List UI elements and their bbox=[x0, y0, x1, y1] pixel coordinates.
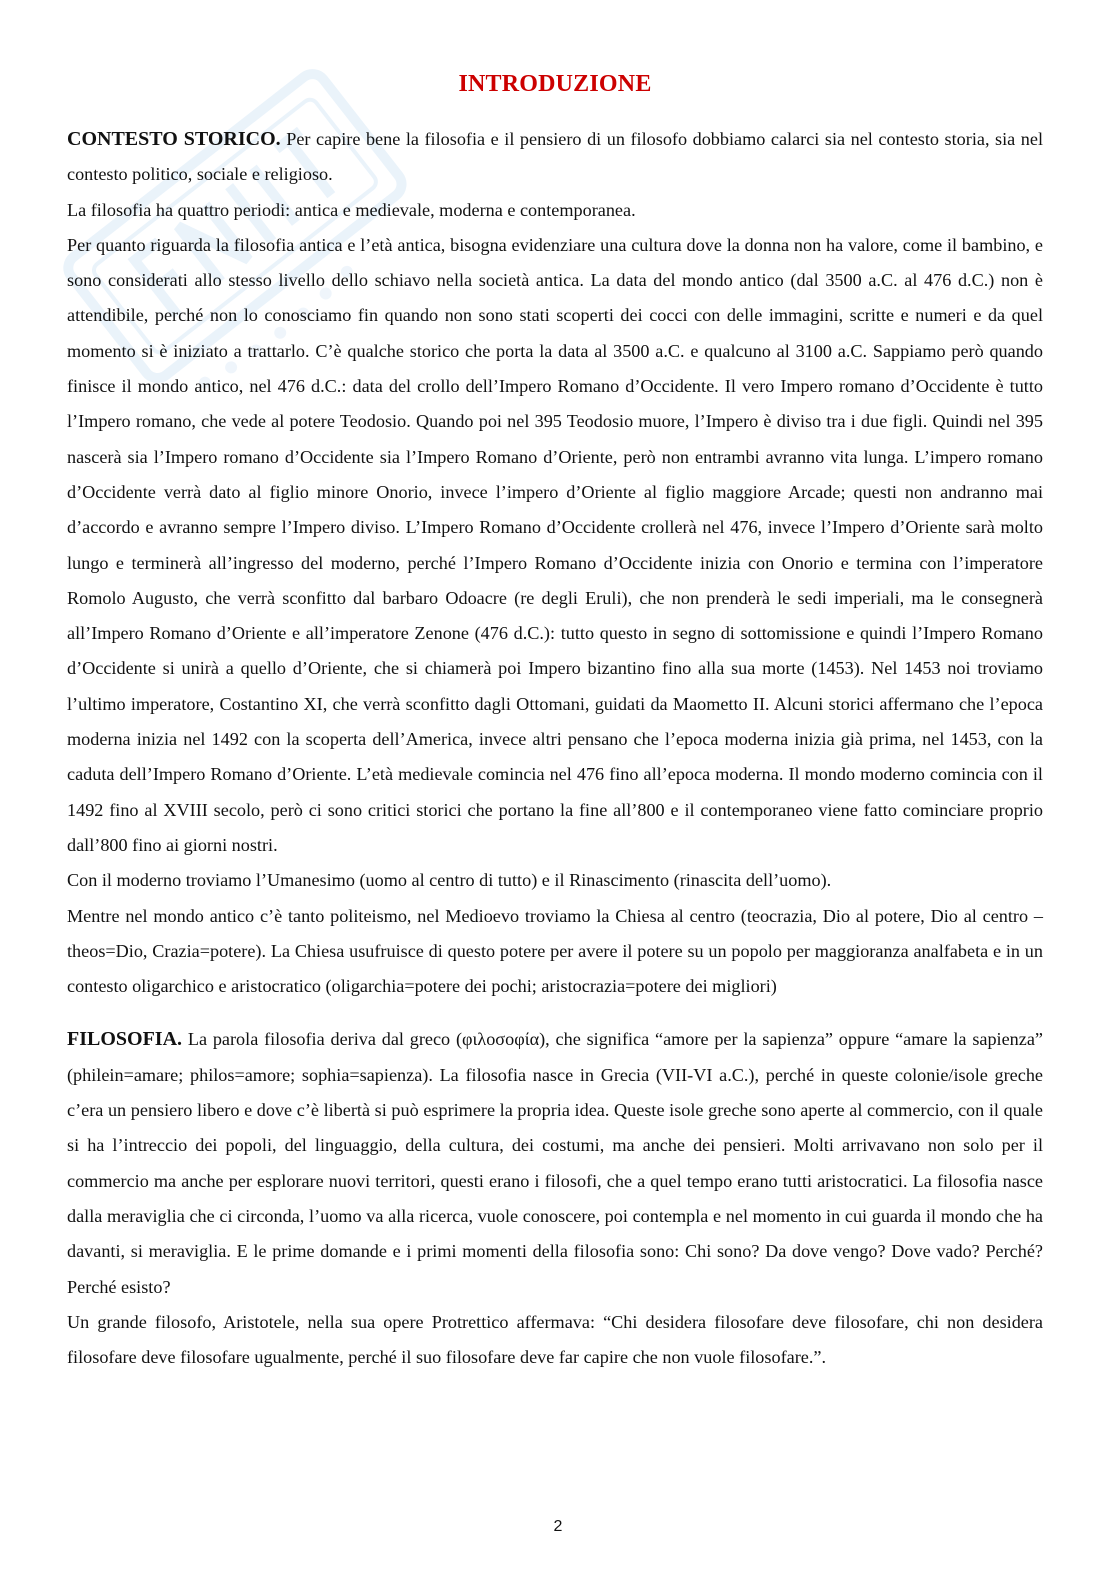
body-paragraph: La filosofia ha quattro periodi: antica e medievale, moderna e contemporanea. bbox=[67, 199, 636, 220]
body-paragraph: Per quanto riguarda la filosofia antica e l’età antica, bisogna evidenziare una cultura dove la donna non ha valore, come il bambino, e sono considerati allo stesso livello dello schiavo nella società antica. La data del mondo antico (dal 3500 a.C. al 476 d.C.) non è attendibile, perché non lo conosciamo fin quando non sono stati scoperti dei cocci con delle immagini, scritte e numeri e da quel momento si è iniziato a trattarlo. C’è qualche storico che porta la data al 3500 a.C. e qualcuno al 3100 a.C. Sappiamo però quando finisce il mondo antico, nel 476 d.C.: data del crollo dell’Impero Romano d’Occidente. Il vero Impero romano d’Occidente è tutto l’Impero romano, che vede al potere Teodosio. Quando poi nel 395 Teodosio muore, l’Impero è diviso tra i due figli. Quindi nel 395 nascerà sia l’Impero romano d’Occidente sia l’Impero Romano d’Oriente, però non entrambi avranno vita lunga. L’impero romano d’Occidente verrà dato al figlio minore Onorio, invece l’impero d’Oriente al figlio maggiore Arcade; questi non andranno mai d’accordo e avranno sempre l’Impero diviso. L’Impero Romano d’Occidente crollerà nel 476, invece l’Impero d’Oriente sarà molto lungo e terminerà all’ingresso del moderno, perché l’Impero Romano d’Occidente inizia con Onorio e termina con l’imperatore Romolo Augusto, che verrà sconfitto dal barbaro Odoacre (re degli Eruli), che non prenderà le sedi imperiali, ma le consegnerà all’Impero Romano d’Oriente e all’imperatore Zenone (476 d.C.): tutto questo in segno di sottomissione e quindi l’Impero Romano d’Occidente si unirà a quello d’Oriente, che si chiamerà poi Impero bizantino fino alla sua morte (1453). Nel 1453 noi troviamo l’ultimo imperatore, Costantino XI, che verrà sconfitto dagli Ottomani, guidati da Maometto II. Alcuni storici affermano che l’epoca moderna inizia nel 1492 con la scoperta dell’America, invece altri pensano che l’epoca moderna inizia già prima, nel 1453, con la caduta dell’Impero Romano d’Oriente. L’età medievale comincia nel 476 fino all’epoca moderna. Il mondo moderno comincia con il 1492 fino al XVIII secolo, però ci sono critici storici che portano la fine all’800 e il contemporaneo viene fatto cominciare proprio dall’800 fino ai giorni nostri. bbox=[67, 234, 1043, 855]
section-heading: FILOSOFIA. bbox=[67, 1028, 183, 1051]
section-heading: CONTESTO STORICO. bbox=[67, 128, 281, 150]
section-lead-text: Per capire bene la filosofia e il pensiero di un filosofo dobbiamo calarci sia nel contesto storia, sia nel contesto politico, sociale e religioso. bbox=[67, 129, 1043, 185]
document-page bbox=[67, 0, 1043, 1375]
section-lead-text: La parola filosofia deriva dal greco (φιλοσοφία), che significa “amore per la sapienza” oppure “amare la sapienza” (philein=amare; philos=amore; sophia=sapienza). La filosofia nasce in Grecia (VII-VI a.C.), perché in queste colonie/isole greche c’era un pensiero libero e dove c’è libertà si può esprimere la propria idea. Queste isole greche sono aperte al commercio, con il quale si ha l’intreccio dei popoli, del linguaggio, della cultura, dei costumi, ma anche dei pensieri. Molti arrivavano non solo per il commercio ma anche per esplorare nuovi territori, questi erano i filosofi, che a quel tempo erano tutti aristocratici. La filosofia nasce dalla meraviglia che ci circonda, l’uomo va alla ricerca, vuole conoscere, poi contempla e nel momento in cui guarda il mondo che ha davanti, si meraviglia. E le prime domande e i primi momenti della filosofia sono: Chi sono? Da dove vengo? Dove vado? Perché? Perché esisto? bbox=[67, 1029, 1043, 1297]
document-title: INTRODUZIONE bbox=[458, 71, 652, 97]
body-paragraph: Mentre nel mondo antico c’è tanto politeismo, nel Medioevo troviamo la Chiesa al centro (teocrazia, Dio al potere, Dio al centro – theos=Dio, Crazia=potere). La Chiesa usufruisce di questo potere per avere il potere su un popolo per maggioranza analfabeta e in un contesto oligarchico e aristocratico (oligarchia=potere dei pochi; aristocrazia=potere dei migliori) bbox=[67, 905, 1043, 997]
page-number: 2 bbox=[553, 1518, 563, 1535]
body-paragraph: Con il moderno troviamo l’Umanesimo (uomo al centro di tutto) e il Rinascimento (rinascita dell’uomo). bbox=[67, 870, 832, 891]
section-filosofia bbox=[67, 1022, 1043, 1375]
section-lead-paragraph bbox=[67, 1022, 1043, 1304]
section-lead-paragraph bbox=[67, 122, 1043, 193]
body-paragraph: Un grande filosofo, Aristotele, nella sua opere Protrettico affermava: “Chi desidera filosofare deve filosofare, chi non desidera filosofare deve filosofare ugualmente, perché il suo filosofare deve far capire che non vuole filosofare.”. bbox=[67, 1311, 1043, 1368]
section-contesto-storico bbox=[67, 122, 1043, 1004]
